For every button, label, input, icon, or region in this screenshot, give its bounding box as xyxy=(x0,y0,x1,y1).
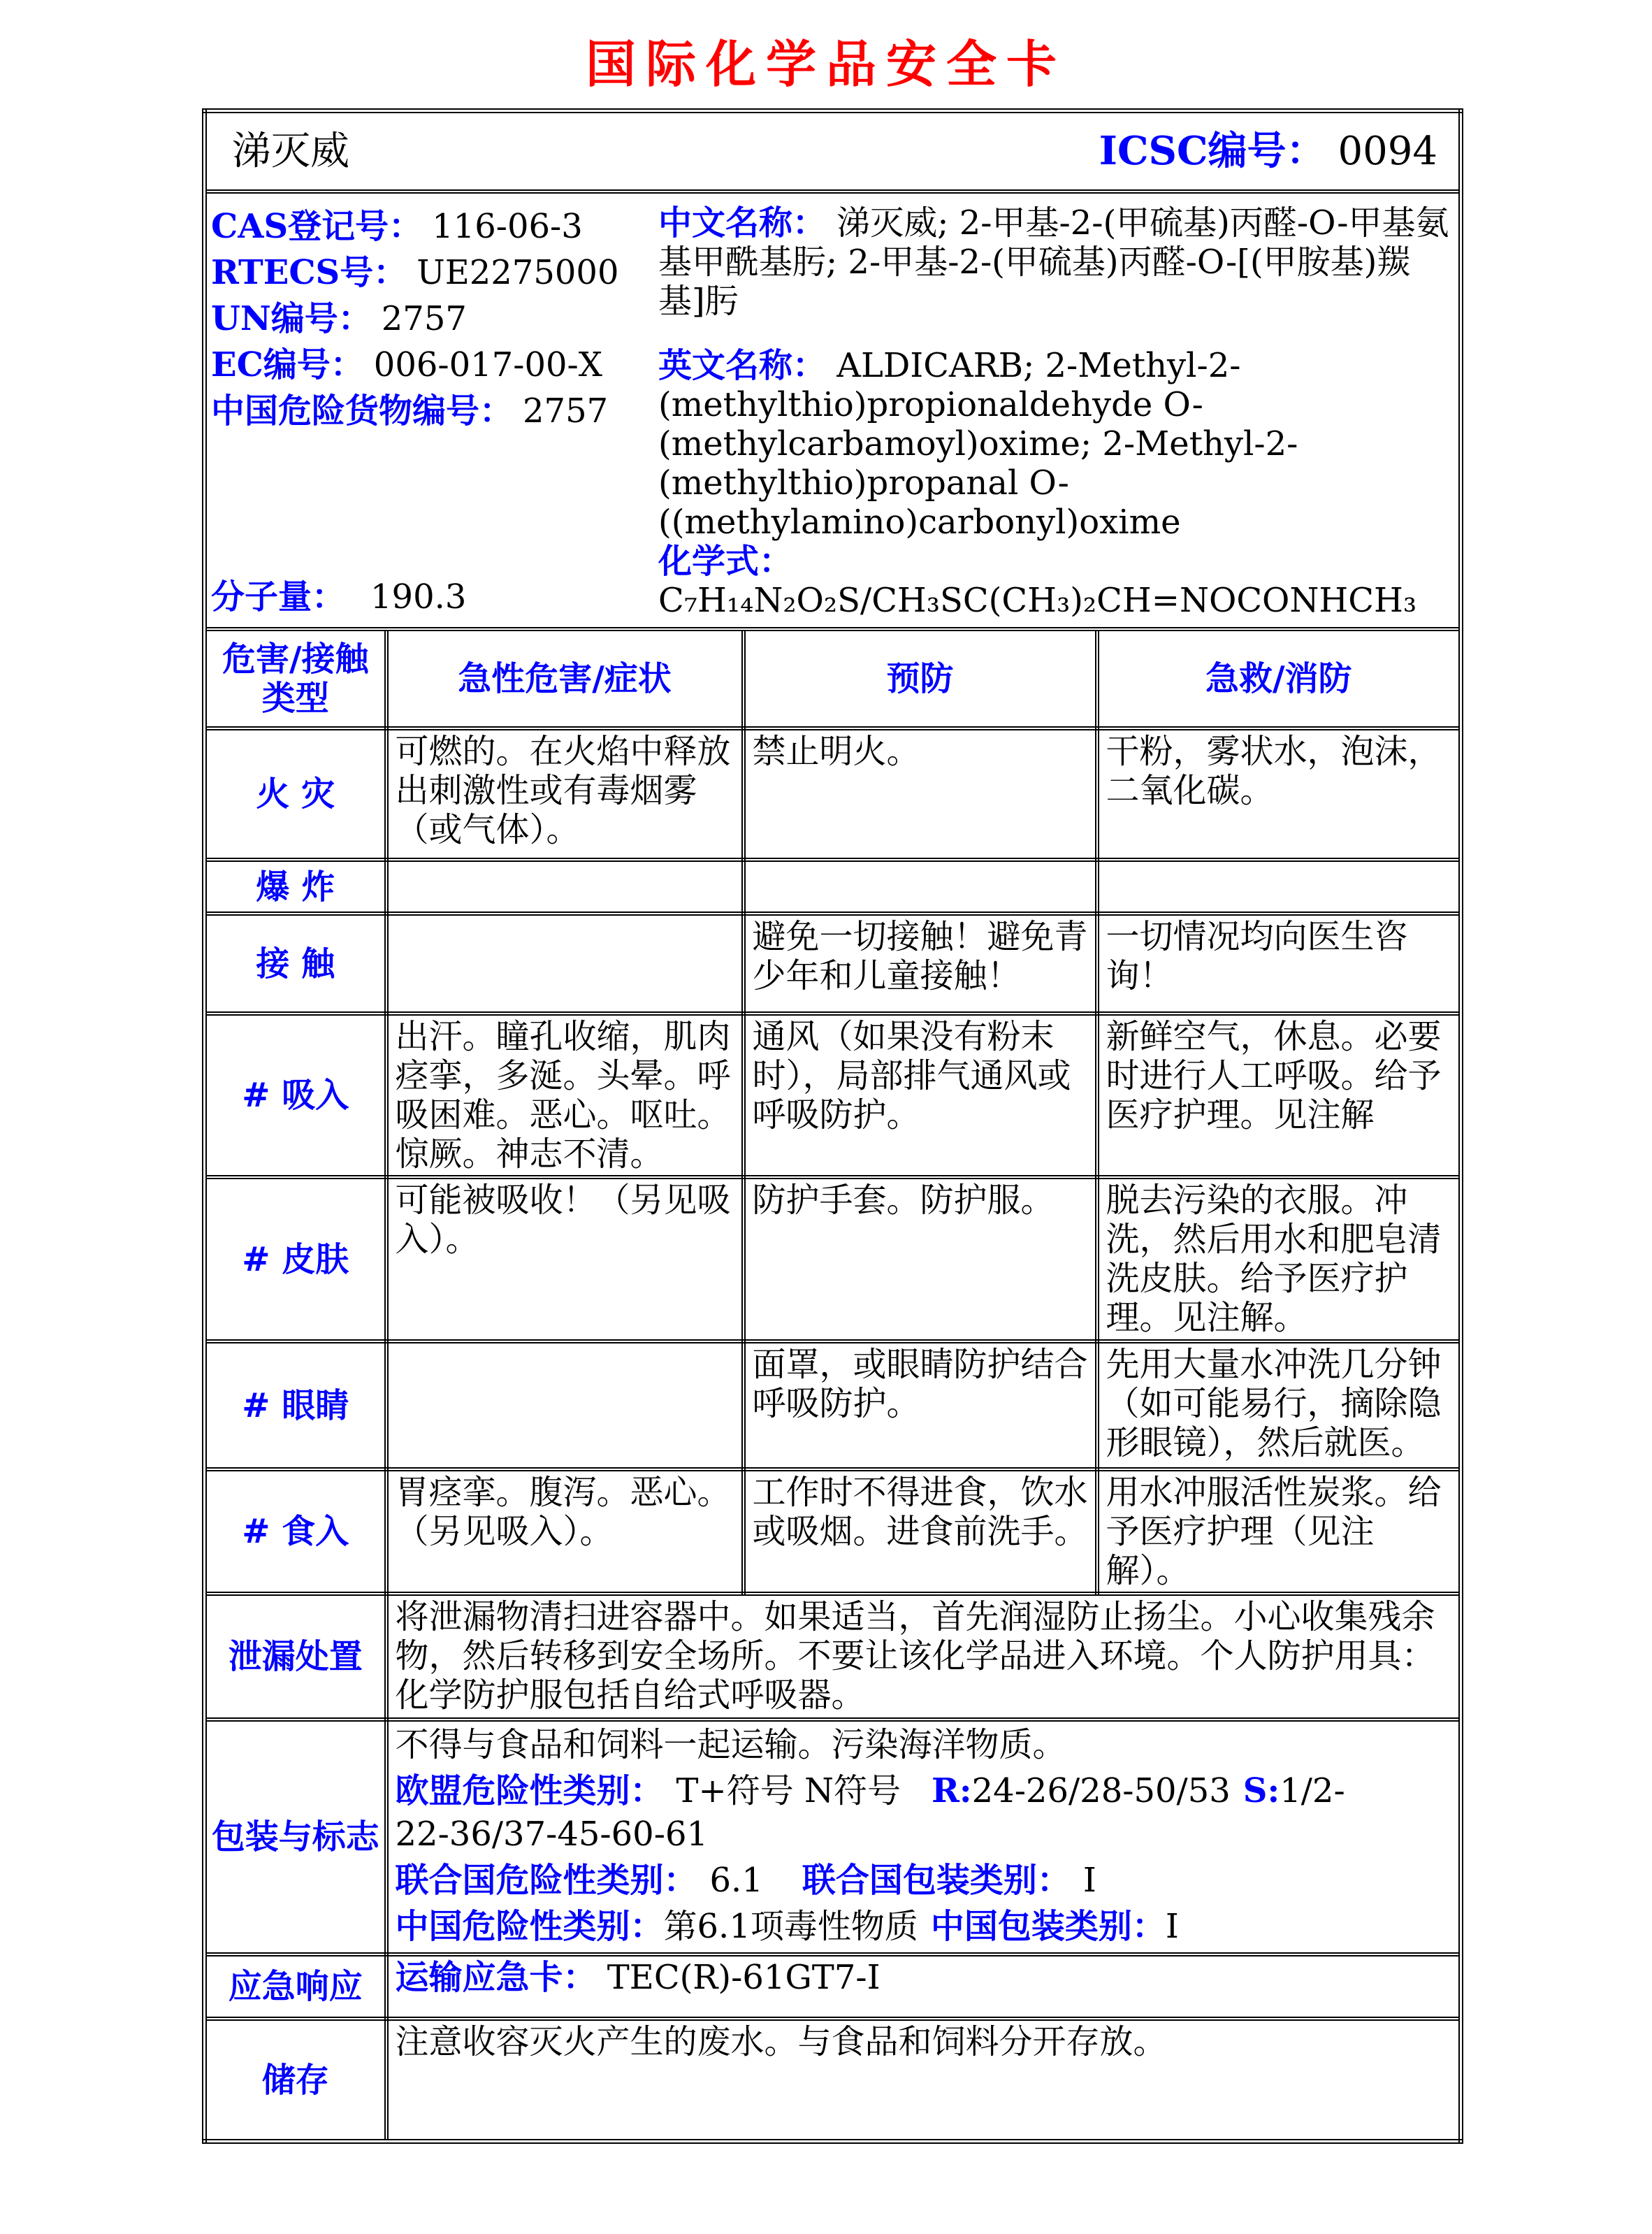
inhalation-symptoms: 出汗。瞳孔收缩，肌肉痉挛，多涎。头晕。呼吸困难。恶心。呕吐。惊厥。神志不清。 xyxy=(386,1014,744,1177)
china-dg-number-line xyxy=(211,388,658,434)
ec-value: 006-017-00-X xyxy=(373,345,602,384)
explosion-first-aid xyxy=(1097,860,1461,914)
row-ingestion xyxy=(205,1469,1461,1594)
china-dg-value: 2757 xyxy=(523,391,609,431)
transport-note: 不得与食品和饲料一起运输。污染海洋物质。 xyxy=(395,1725,1066,1764)
emergency-response-content xyxy=(386,1954,1461,2019)
spill-disposal-text: 将泄漏物清扫进容器中。如果适当，首先润湿防止扬尘。小心收集残余物，然后转移到安全场所。不要让该化学品进入环境。个人防护用具：化学防护服包括自给式呼吸器。 xyxy=(386,1594,1461,1720)
explosion-prevention xyxy=(744,860,1097,914)
un-label: UN编号： xyxy=(211,299,372,338)
ingestion-label: # 食入 xyxy=(205,1469,386,1594)
eyes-label: # 眼睛 xyxy=(205,1341,386,1469)
header-hazard-type: 危害/接触 类型 xyxy=(205,629,386,728)
row-inhalation xyxy=(205,1014,1461,1177)
chinese-name-label: 中文名称： xyxy=(658,203,827,243)
chemical-formula-value: C₇H₁₄N₂O₂S/CH₃SC(CH₃)₂CH=NOCONHCH₃ xyxy=(658,581,1417,620)
fire-symptoms: 可燃的。在火焰中释放出刺激性或有毒烟雾（或气体）。 xyxy=(386,728,744,860)
page-title: 国际化学品安全卡 xyxy=(585,34,1066,94)
safety-card-table xyxy=(202,108,1463,2144)
s-phrases-label: S: xyxy=(1242,1771,1280,1810)
icsc-number-block xyxy=(1099,130,1437,173)
packaging-content xyxy=(386,1720,1461,1954)
un-hazard-class-label: 联合国危险性类别： xyxy=(395,1861,697,1900)
english-name-label: 英文名称： xyxy=(658,346,827,385)
emergency-response-label: 应急响应 xyxy=(205,1954,386,2019)
spill-disposal-label: 泄漏处置 xyxy=(205,1594,386,1720)
un-class-line xyxy=(396,1859,1452,1902)
eyes-symptoms xyxy=(386,1341,744,1469)
chemical-names xyxy=(658,203,1456,620)
name-row xyxy=(205,111,1461,192)
row-contact xyxy=(205,914,1461,1014)
cn-packing-group-value: I xyxy=(1165,1907,1179,1946)
inhalation-prevention: 通风（如果没有粉末时），局部排气通风或呼吸防护。 xyxy=(744,1014,1097,1177)
contact-symptoms xyxy=(386,914,744,1014)
cn-hazard-class-value: 第6.1项毒性物质 xyxy=(663,1907,918,1946)
substance-name: 涕灭威 xyxy=(232,128,349,174)
row-eyes xyxy=(205,1341,1461,1469)
cn-packing-group-label: 中国包装类别： xyxy=(930,1907,1166,1946)
skin-first-aid: 脱去污染的衣服。冲洗，然后用水和肥皂清洗皮肤。给予医疗护理。见注解。 xyxy=(1097,1177,1461,1341)
identification-section xyxy=(205,192,1461,629)
icsc-number: 0094 xyxy=(1338,129,1438,174)
row-packaging-labeling xyxy=(205,1720,1461,1954)
cas-label: CAS登记号： xyxy=(211,207,423,246)
eu-hazard-class-value: T+符号 N符号 xyxy=(676,1771,901,1810)
storage-label: 储存 xyxy=(205,2019,386,2142)
un-packing-group-value: I xyxy=(1082,1861,1096,1900)
skin-symptoms: 可能被吸收！（另见吸入）。 xyxy=(386,1177,744,1341)
row-explosion xyxy=(205,860,1461,914)
ingestion-symptoms: 胃痉挛。腹泻。恶心。（另见吸入）。 xyxy=(386,1469,744,1594)
header-prevention: 预防 xyxy=(744,629,1097,728)
header-acute-symptoms: 急性危害/症状 xyxy=(386,629,744,728)
cn-class-line xyxy=(396,1905,1452,1948)
contact-label: 接 触 xyxy=(205,914,386,1014)
header-first-aid: 急救/消防 xyxy=(1097,629,1461,728)
un-number-line xyxy=(211,296,658,342)
s-phrases-value: 1/2-22-36/37-45-60-61 xyxy=(395,1771,1345,1854)
fire-label: 火 灾 xyxy=(205,728,386,860)
skin-prevention: 防护手套。防护服。 xyxy=(744,1177,1097,1341)
chinese-name-value: 涕灭威; 2-甲基-2-(甲硫基)丙醛-O-甲基氨基甲酰基肟; 2-甲基-2-(甲硫基)丙醛-O-[(甲胺基)羰基]肟 xyxy=(658,203,1449,321)
eyes-prevention: 面罩，或眼睛防护结合呼吸防护。 xyxy=(744,1341,1097,1469)
registry-numbers xyxy=(211,203,658,620)
un-value: 2757 xyxy=(381,299,467,338)
rtecs-value: UE2275000 xyxy=(416,253,619,292)
ingestion-first-aid: 用水冲服活性炭浆。给予医疗护理（见注解）。 xyxy=(1097,1469,1461,1594)
ec-label: EC编号： xyxy=(211,345,364,384)
cn-hazard-class-label: 中国危险性类别： xyxy=(395,1907,664,1946)
packaging-label: 包装与标志 xyxy=(205,1720,386,1954)
row-storage xyxy=(205,2019,1461,2142)
eu-hazard-class-label: 欧盟危险性类别： xyxy=(395,1771,664,1810)
un-hazard-class-value: 6.1 xyxy=(709,1861,763,1900)
fire-prevention: 禁止明火。 xyxy=(744,728,1097,860)
inhalation-first-aid: 新鲜空气，休息。必要时进行人工呼吸。给予医疗护理。见注解 xyxy=(1097,1014,1461,1177)
r-phrases-value: 24-26/28-50/53 xyxy=(971,1771,1231,1810)
china-dg-label: 中国危险货物编号： xyxy=(211,391,514,431)
row-emergency-response xyxy=(205,1954,1461,2019)
transport-emergency-card-value: TEC(R)-61GT7-I xyxy=(607,1958,881,1997)
chemical-formula-label: 化学式： xyxy=(658,542,793,581)
molecular-weight-line xyxy=(211,574,658,620)
eyes-first-aid: 先用大量水冲洗几分钟（如可能易行，摘除隐形眼镜），然后就医。 xyxy=(1097,1341,1461,1469)
explosion-symptoms xyxy=(386,860,744,914)
chinese-name-paragraph xyxy=(658,203,1451,321)
un-packing-group-label: 联合国包装类别： xyxy=(802,1861,1071,1900)
fire-first-aid: 干粉，雾状水，泡沫，二氧化碳。 xyxy=(1097,728,1461,860)
skin-label: # 皮肤 xyxy=(205,1177,386,1341)
ingestion-prevention: 工作时不得进食，饮水或吸烟。进食前洗手。 xyxy=(744,1469,1097,1594)
molecular-weight-label: 分子量： xyxy=(211,577,346,617)
contact-first-aid: 一切情况均向医生咨询！ xyxy=(1097,914,1461,1014)
icsc-label: ICSC编号： xyxy=(1099,128,1326,174)
rtecs-number-line xyxy=(211,250,658,296)
molecular-weight-value: 190.3 xyxy=(370,577,467,617)
cas-number-line xyxy=(211,203,658,250)
transport-emergency-card-label: 运输应急卡： xyxy=(395,1958,597,1997)
eu-hazard-class-line xyxy=(396,1769,1367,1856)
english-name-value: ALDICARB; 2-Methyl-2-(methylthio)propionaldehyde O-(methylcarbamoyl)oxime; 2-Methyl-2-(methylthio)propanal O-((methylamino)carbonyl)oxime xyxy=(658,346,1298,542)
row-skin xyxy=(205,1177,1461,1341)
row-fire xyxy=(205,728,1461,860)
row-spill-disposal xyxy=(205,1594,1461,1720)
hazard-table-header xyxy=(205,629,1461,728)
rtecs-label: RTECS号： xyxy=(211,253,407,292)
r-phrases-label: R: xyxy=(932,1771,972,1810)
storage-text: 注意收容灭火产生的废水。与食品和饲料分开存放。 xyxy=(386,2019,1461,2142)
cas-value: 116-06-3 xyxy=(432,207,583,246)
english-name-paragraph xyxy=(658,346,1451,542)
inhalation-label: # 吸入 xyxy=(205,1014,386,1177)
chemical-formula-line xyxy=(658,542,1451,620)
contact-prevention: 避免一切接触！避免青少年和儿童接触！ xyxy=(744,914,1097,1014)
ec-number-line xyxy=(211,342,658,388)
explosion-label: 爆 炸 xyxy=(205,860,386,914)
